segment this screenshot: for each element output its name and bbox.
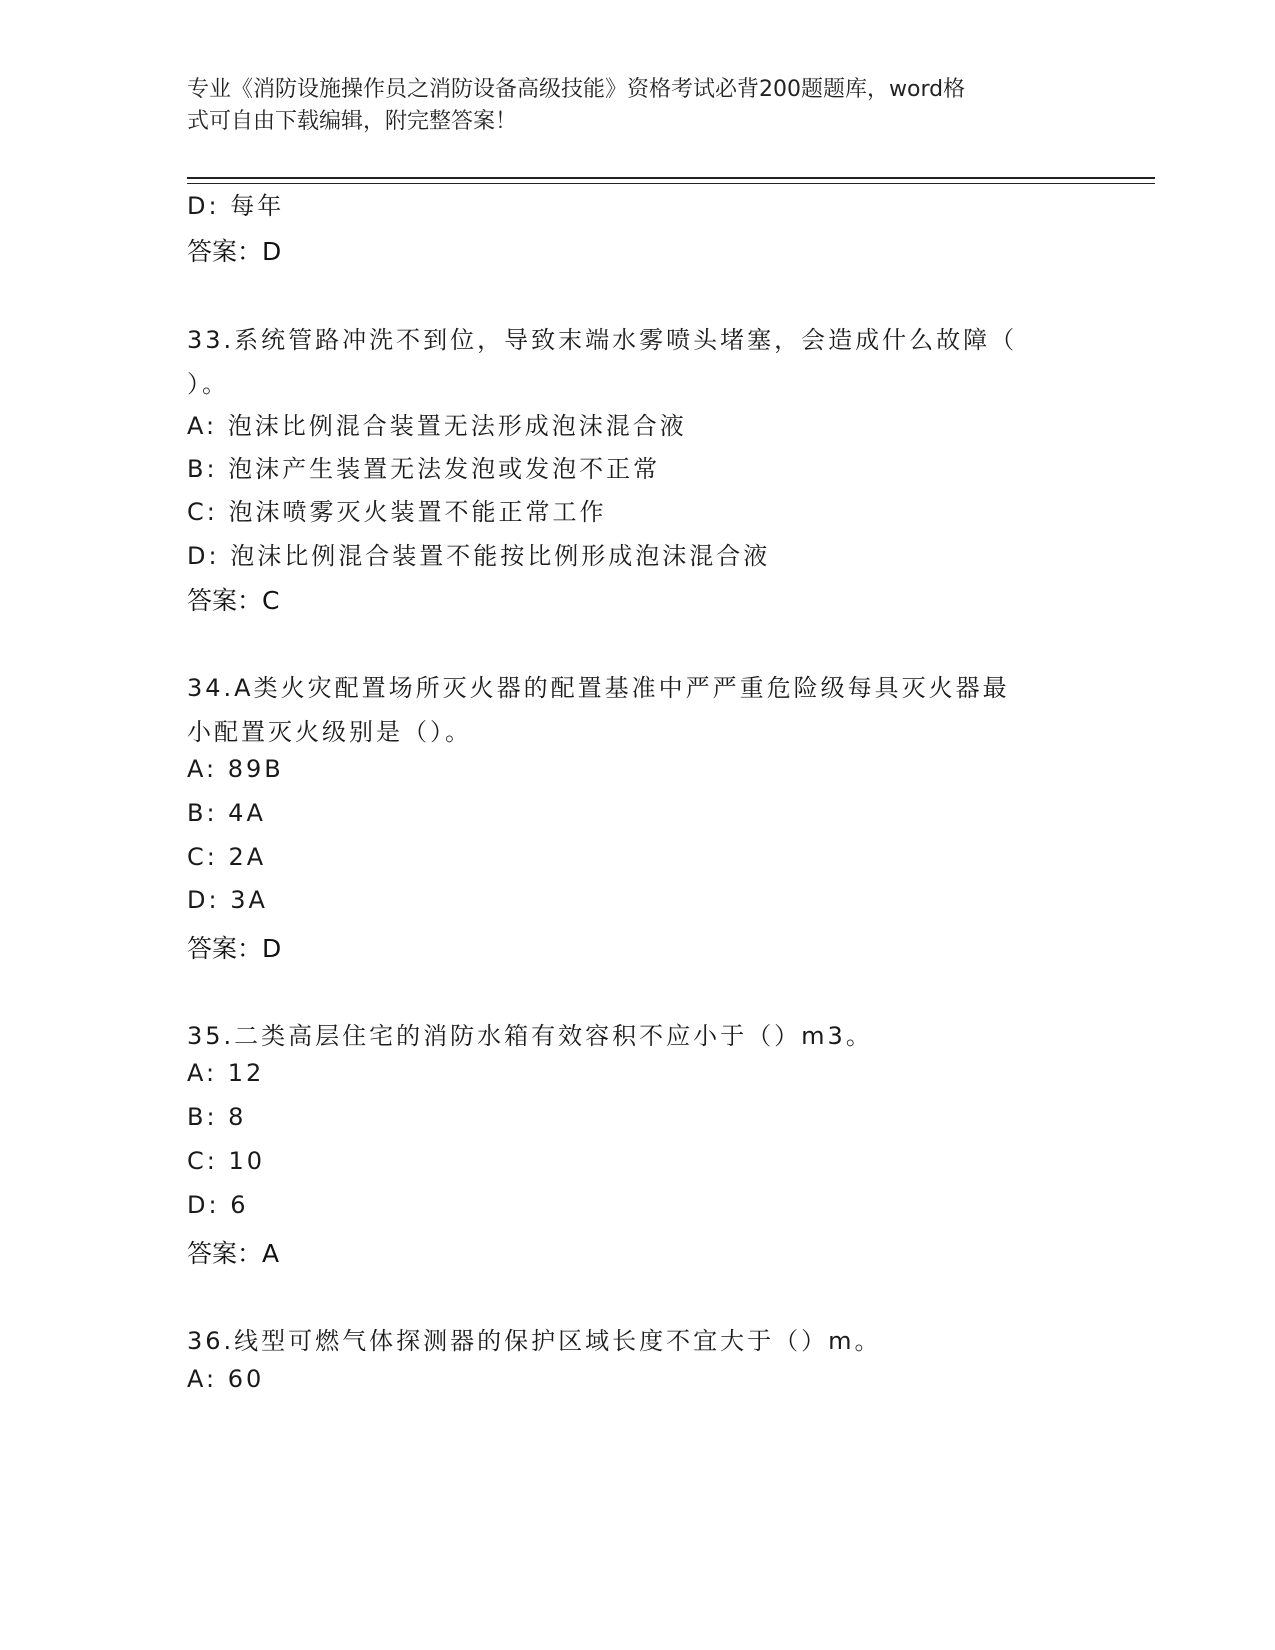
- q32-option-d: D: 每年: [187, 192, 285, 220]
- q33-option-c: C: 泡沫喷雾灭火装置不能正常工作: [187, 498, 607, 526]
- q33-option-a: A: 泡沫比例混合装置无法形成泡沫混合液: [187, 412, 687, 440]
- q34-option-c: C: 2A: [187, 843, 267, 871]
- q34-stem-line-1: 34.A类火灾配置场所灭火器的配置基准中严严重危险级每具灭火器最: [187, 674, 1010, 702]
- q34-option-d: D: 3A: [187, 886, 268, 914]
- q36-stem-line-1: 36.线型可燃气体探测器的保护区域长度不宜大于（）m。: [187, 1327, 882, 1355]
- q33-option-b: B: 泡沫产生装置无法发泡或发泡不正常: [187, 455, 661, 483]
- q35-stem-line-1: 35.二类高层住宅的消防水箱有效容积不应小于（）m3。: [187, 1022, 873, 1050]
- q33-answer: 答案：C: [187, 586, 280, 615]
- header-divider-thick: [187, 177, 1155, 179]
- q35-answer: 答案：A: [187, 1239, 280, 1268]
- q35-option-d: D: 6: [187, 1191, 249, 1219]
- q34-option-a: A: 89B: [187, 755, 284, 783]
- q33-stem-line-2: ）。: [187, 370, 229, 398]
- q32-answer: 答案：D: [187, 237, 282, 266]
- q33-stem-line-1: 33.系统管路冲洗不到位，导致末端水雾喷头堵塞，会造成什么故障（: [187, 326, 1018, 354]
- q33-option-d: D: 泡沫比例混合装置不能按比例形成泡沫混合液: [187, 542, 771, 570]
- document-header: [187, 74, 1087, 138]
- q35-option-a: A: 12: [187, 1059, 265, 1087]
- header-title-line-1: 专业《消防设施操作员之消防设备高级技能》资格考试必背200题题库，word格: [187, 77, 966, 102]
- header-title-line-2: 式可自由下载编辑，附完整答案！: [187, 109, 518, 134]
- q35-option-c: C: 10: [187, 1147, 266, 1175]
- q34-stem-line-2: 小配置灭火级别是（）。: [187, 718, 472, 746]
- q35-option-b: B: 8: [187, 1103, 247, 1131]
- q34-option-b: B: 4A: [187, 799, 266, 827]
- header-divider-thin: [187, 183, 1155, 184]
- q34-answer: 答案：D: [187, 934, 282, 963]
- q36-option-a: A: 60: [187, 1365, 265, 1393]
